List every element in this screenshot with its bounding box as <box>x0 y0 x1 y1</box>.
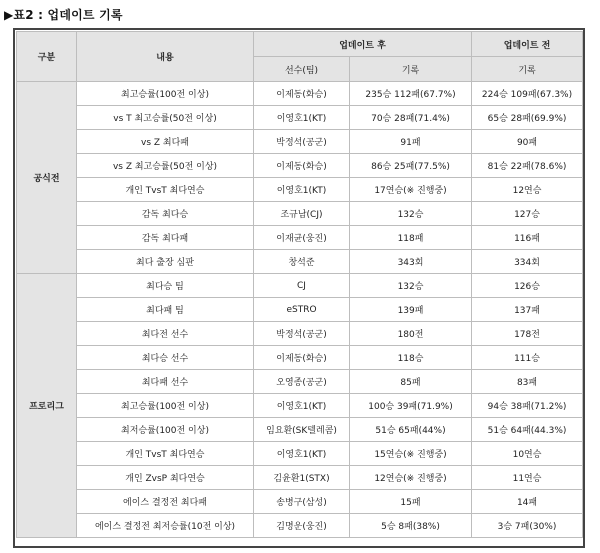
content-cell: 최다 출장 심판 <box>77 250 254 274</box>
header-player-team: 선수(팀) <box>254 57 350 82</box>
player-cell: CJ <box>254 274 350 298</box>
table-body <box>17 82 583 538</box>
table-row <box>17 298 583 322</box>
table-row <box>17 130 583 154</box>
content-cell: 최다패 팀 <box>77 298 254 322</box>
table-row <box>17 226 583 250</box>
record-before-cell: 3승 7패(30%) <box>472 514 583 538</box>
player-cell: 이제동(화승) <box>254 346 350 370</box>
player-cell: 이영호1(KT) <box>254 106 350 130</box>
table-row <box>17 394 583 418</box>
table-row <box>17 490 583 514</box>
record-after-cell: 85패 <box>350 370 472 394</box>
table-row <box>17 346 583 370</box>
record-before-cell: 51승 64패(44.3%) <box>472 418 583 442</box>
record-after-cell: 180전 <box>350 322 472 346</box>
record-after-cell: 118승 <box>350 346 472 370</box>
content-cell: 최고승률(100전 이상) <box>77 82 254 106</box>
player-cell: eSTRO <box>254 298 350 322</box>
player-cell: 박정석(공군) <box>254 130 350 154</box>
record-after-cell: 12연승(※ 진행중) <box>350 466 472 490</box>
header-record-after: 기록 <box>350 57 472 82</box>
record-after-cell: 70승 28패(71.4%) <box>350 106 472 130</box>
content-cell: 감독 최다승 <box>77 202 254 226</box>
player-cell: 조규남(CJ) <box>254 202 350 226</box>
player-cell: 창석준 <box>254 250 350 274</box>
record-after-cell: 51승 65패(44%) <box>350 418 472 442</box>
header-category: 구분 <box>17 32 77 82</box>
content-cell: 감독 최다패 <box>77 226 254 250</box>
record-before-cell: 65승 28패(69.9%) <box>472 106 583 130</box>
table-row <box>17 442 583 466</box>
record-after-cell: 343회 <box>350 250 472 274</box>
record-before-cell: 90패 <box>472 130 583 154</box>
table-row <box>17 274 583 298</box>
table-row <box>17 178 583 202</box>
record-after-cell: 15연승(※ 진행중) <box>350 442 472 466</box>
category-cell: 프로리그 <box>17 274 77 538</box>
player-cell: 이영호1(KT) <box>254 442 350 466</box>
record-after-cell: 15패 <box>350 490 472 514</box>
content-cell: 최저승률(100전 이상) <box>77 418 254 442</box>
table-row <box>17 154 583 178</box>
record-before-cell: 224승 109패(67.3%) <box>472 82 583 106</box>
player-cell: 이영호1(KT) <box>254 394 350 418</box>
content-cell: 최고승률(100전 이상) <box>77 394 254 418</box>
player-cell: 김윤환1(STX) <box>254 466 350 490</box>
content-cell: 개인 TvsT 최다연승 <box>77 442 254 466</box>
record-after-cell: 91패 <box>350 130 472 154</box>
table-row <box>17 370 583 394</box>
content-cell: 에이스 결정전 최다패 <box>77 490 254 514</box>
content-cell: 최다승 선수 <box>77 346 254 370</box>
record-before-cell: 111승 <box>472 346 583 370</box>
table-row <box>17 202 583 226</box>
table-row <box>17 250 583 274</box>
table-row <box>17 418 583 442</box>
record-before-cell: 10연승 <box>472 442 583 466</box>
record-before-cell: 83패 <box>472 370 583 394</box>
record-before-cell: 116패 <box>472 226 583 250</box>
content-cell: vs T 최고승률(50전 이상) <box>77 106 254 130</box>
content-cell: 최다승 팀 <box>77 274 254 298</box>
record-after-cell: 17연승(※ 진행중) <box>350 178 472 202</box>
player-cell: 이제동(화승) <box>254 154 350 178</box>
record-before-cell: 81승 22패(78.6%) <box>472 154 583 178</box>
table-caption: ▶표2 : 업데이트 기록 <box>4 8 123 22</box>
player-cell: 이영호1(KT) <box>254 178 350 202</box>
record-before-cell: 94승 38패(71.2%) <box>472 394 583 418</box>
player-cell: 이재균(웅진) <box>254 226 350 250</box>
record-before-cell: 178전 <box>472 322 583 346</box>
record-before-cell: 126승 <box>472 274 583 298</box>
record-after-cell: 100승 39패(71.9%) <box>350 394 472 418</box>
update-record-table <box>16 31 583 538</box>
content-cell: 최다전 선수 <box>77 322 254 346</box>
category-cell: 공식전 <box>17 82 77 274</box>
header-record-before: 기록 <box>472 57 583 82</box>
record-before-cell: 11연승 <box>472 466 583 490</box>
content-cell: 에이스 결정전 최저승률(10전 이상) <box>77 514 254 538</box>
record-after-cell: 86승 25패(77.5%) <box>350 154 472 178</box>
table-row <box>17 106 583 130</box>
content-cell: vs Z 최다패 <box>77 130 254 154</box>
table-row <box>17 82 583 106</box>
player-cell: 송병구(삼성) <box>254 490 350 514</box>
header-after-update: 업데이트 후 <box>254 32 472 57</box>
record-before-cell: 334회 <box>472 250 583 274</box>
table-row <box>17 514 583 538</box>
record-before-cell: 137패 <box>472 298 583 322</box>
player-cell: 박정석(공군) <box>254 322 350 346</box>
record-after-cell: 132승 <box>350 202 472 226</box>
table-row <box>17 466 583 490</box>
content-cell: 개인 TvsT 최다연승 <box>77 178 254 202</box>
player-cell: 김명운(웅진) <box>254 514 350 538</box>
content-cell: 최다패 선수 <box>77 370 254 394</box>
player-cell: 오영종(공군) <box>254 370 350 394</box>
record-before-cell: 127승 <box>472 202 583 226</box>
record-table-frame <box>13 28 585 548</box>
record-after-cell: 5승 8패(38%) <box>350 514 472 538</box>
header-before-update: 업데이트 전 <box>472 32 583 57</box>
player-cell: 이제동(화승) <box>254 82 350 106</box>
record-after-cell: 139패 <box>350 298 472 322</box>
table-row <box>17 322 583 346</box>
record-after-cell: 235승 112패(67.7%) <box>350 82 472 106</box>
record-after-cell: 132승 <box>350 274 472 298</box>
header-content: 내용 <box>77 32 254 82</box>
record-before-cell: 12연승 <box>472 178 583 202</box>
player-cell: 임요환(SK텔레콤) <box>254 418 350 442</box>
record-after-cell: 118패 <box>350 226 472 250</box>
content-cell: vs Z 최고승률(50전 이상) <box>77 154 254 178</box>
content-cell: 개인 ZvsP 최다연승 <box>77 466 254 490</box>
record-before-cell: 14패 <box>472 490 583 514</box>
